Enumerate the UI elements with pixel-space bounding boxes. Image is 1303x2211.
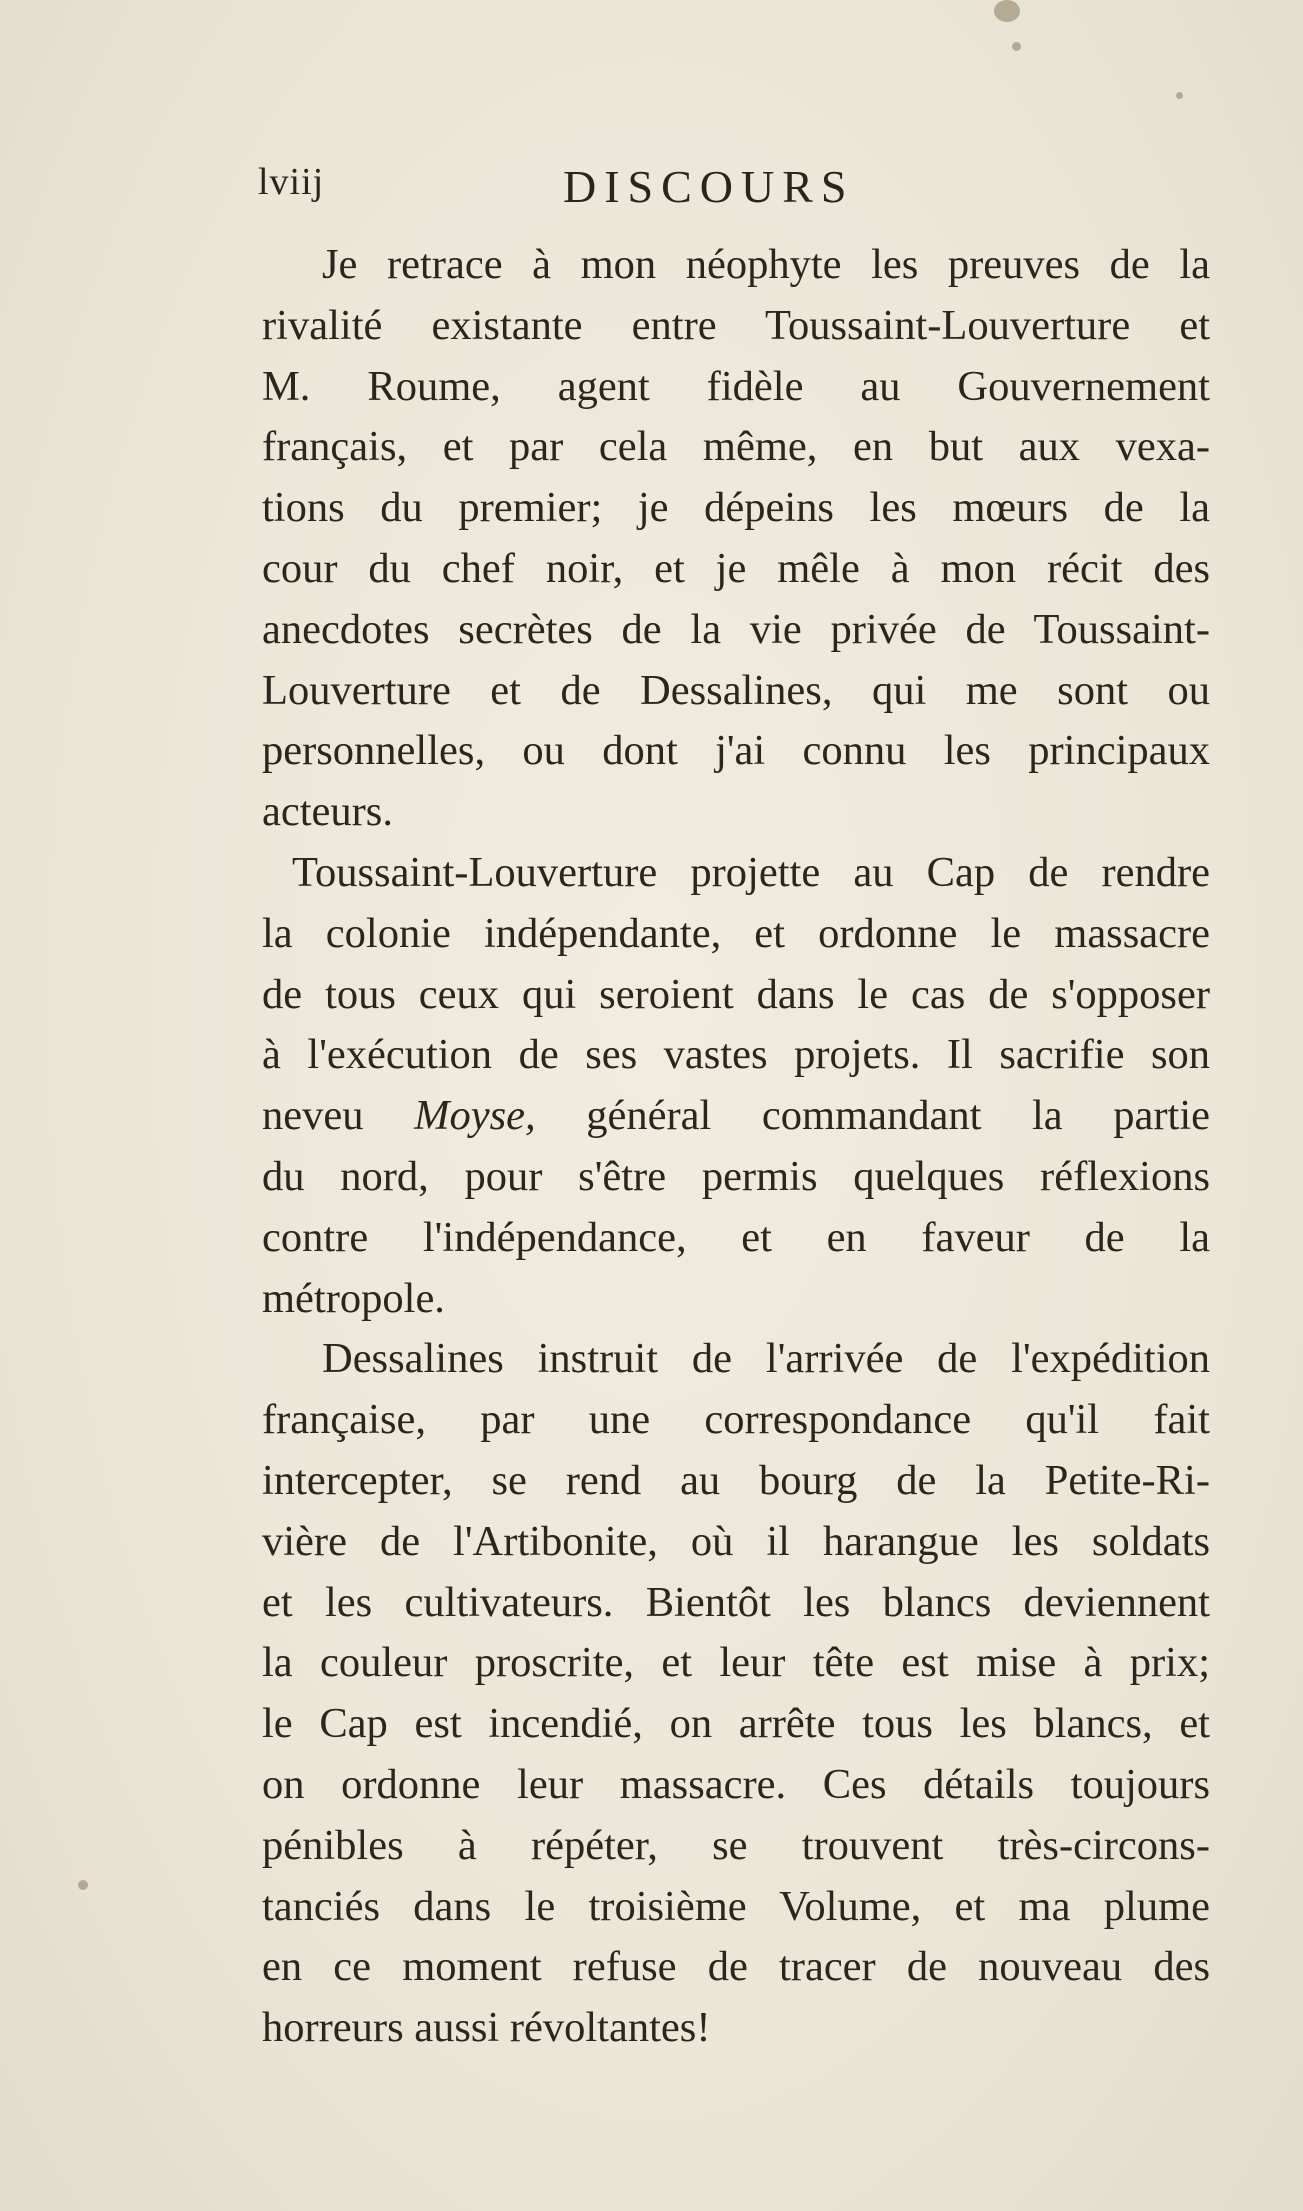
text-line: de tous ceux qui seroient dans le cas de s'opposer — [262, 970, 1210, 1018]
text-line: la couleur proscrite, et leur tête est mise à prix; — [262, 1639, 1210, 1687]
text-line: en ce moment refuse de tracer de nouveau des — [262, 1943, 1210, 1991]
text-line: Dessalines instruit de l'arrivée de l'expédition — [322, 1335, 1210, 1383]
text-line: la colonie indépendante, et ordonne le massacre — [262, 909, 1210, 957]
text-line: cour du chef noir, et je mêle à mon récit des — [262, 544, 1210, 592]
text-line: horreurs aussi révoltantes! — [262, 2004, 711, 2052]
text-line: on ordonne leur massacre. Ces détails toujours — [262, 1760, 1210, 1808]
page-number: lviij — [258, 161, 325, 203]
italic-name-moyse: Moyse, — [414, 1092, 536, 1140]
text-line: personnelles, ou dont j'ai connu les principaux — [262, 727, 1210, 775]
text-line: anecdotes secrètes de la vie privée de Toussaint- — [262, 605, 1210, 653]
paper-stain — [994, 0, 1020, 22]
text-line: pénibles à répéter, se trouvent très-circons- — [262, 1821, 1210, 1869]
text-line: tions du premier; je dépeins les mœurs de la — [262, 484, 1210, 532]
paper-stain — [78, 1880, 88, 1890]
text-line: intercepter, se rend au bourg de la Petite-Ri- — [262, 1456, 1210, 1504]
paragraph-1 — [262, 235, 1210, 843]
page-header — [258, 160, 1218, 220]
text-line: française, par une correspondance qu'il fait — [262, 1396, 1210, 1444]
text-line: du nord, pour s'être permis quelques réflexions — [262, 1152, 1210, 1200]
text-line: le Cap est incendié, on arrête tous les blancs, et — [262, 1700, 1210, 1748]
text-line: rivalité existante entre Toussaint-Louverture et — [262, 301, 1210, 349]
running-head: DISCOURS — [563, 161, 855, 212]
body-text — [262, 235, 1210, 2059]
text-line: Toussaint-Louverture projette au Cap de rendre — [292, 848, 1210, 896]
text-line-moyse — [262, 1086, 1210, 1147]
paper-stain — [1176, 92, 1183, 99]
text-line: Je retrace à mon néophyte les preuves de la — [322, 241, 1210, 288]
text-line: acteurs. — [262, 788, 393, 836]
text-line: à l'exécution de ses vastes projets. Il sacrifie son — [262, 1031, 1210, 1079]
text-line: et les cultivateurs. Bientôt les blancs deviennent — [262, 1578, 1210, 1626]
text-line: français, et par cela même, en but aux vexa- — [262, 423, 1210, 471]
paragraph-2 — [262, 843, 1210, 1329]
text-line: contre l'indépendance, et en faveur de la — [262, 1213, 1210, 1261]
text-segment: neveu — [262, 1092, 415, 1140]
text-segment: général commandant la partie — [535, 1092, 1210, 1140]
paper-stain — [1012, 42, 1021, 51]
text-line: Louverture et de Dessalines, qui me sont ou — [262, 666, 1210, 714]
text-line: M. Roume, agent fidèle au Gouvernement — [262, 362, 1210, 410]
text-line: métropole. — [262, 1274, 445, 1322]
paragraph-3 — [262, 1329, 1210, 2059]
text-line: tanciés dans le troisième Volume, et ma plume — [262, 1882, 1210, 1930]
text-line: vière de l'Artibonite, où il harangue les soldats — [262, 1517, 1210, 1565]
